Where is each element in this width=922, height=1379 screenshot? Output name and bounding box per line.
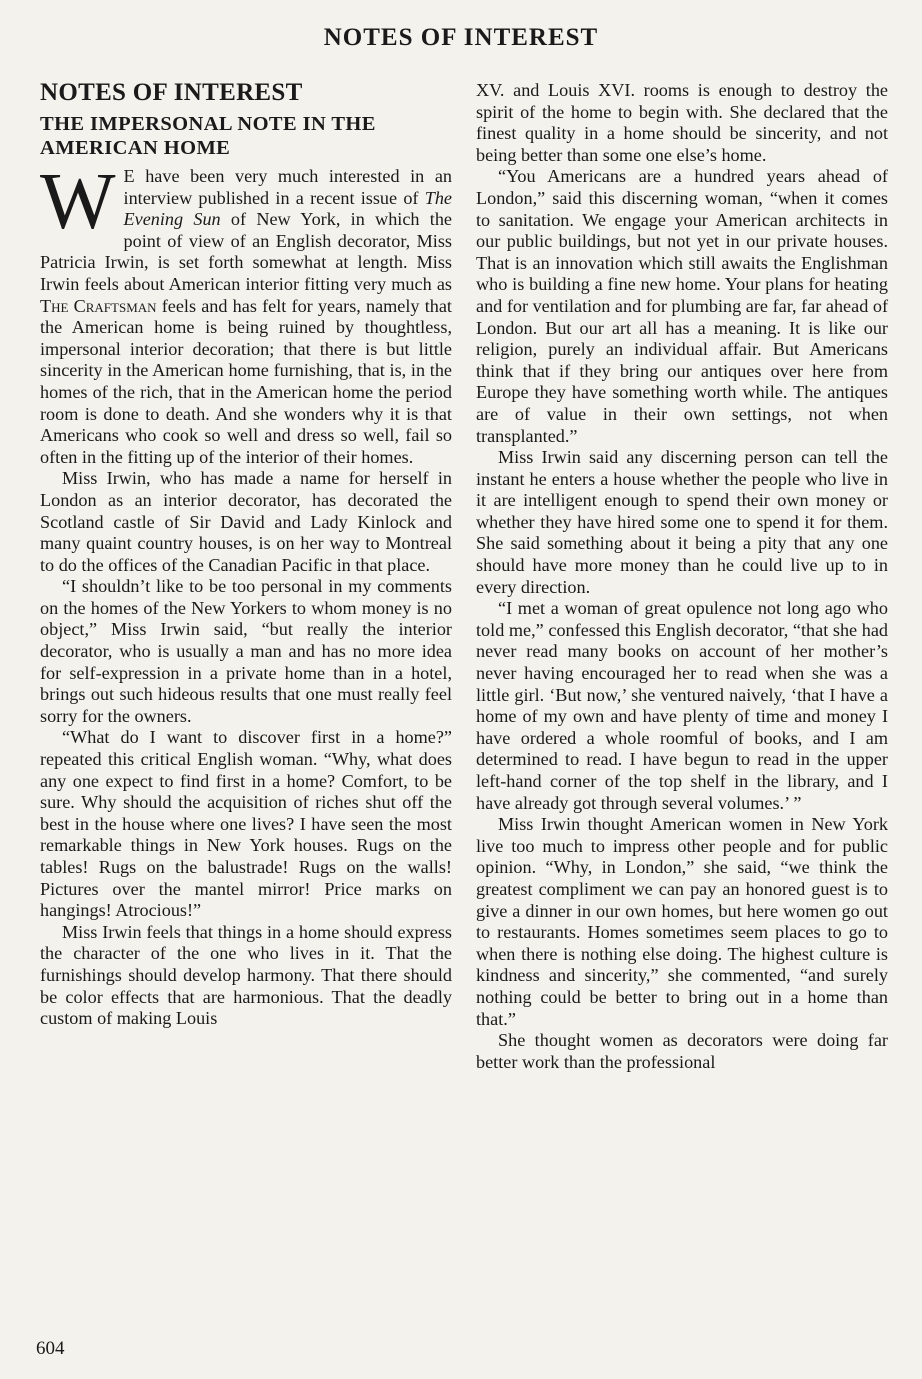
article-title: THE IMPERSONAL NOTE IN THE AMERICAN HOME: [40, 113, 376, 159]
running-head: NOTES OF INTEREST: [323, 24, 599, 51]
drop-cap: W: [40, 158, 116, 246]
paragraph-9: Miss Irwin thought American women in New York live too much to impress other people and for public opinion. “Why, in London,” she said, “we think the greatest compliment we can pay an honored guest is to give a dinner in our own homes, but here women go out to restaurants. Homes sometimes seem places to go to when there is nothing else doing. The highest culture is kindness and sincerity,” she commented, “and surely nothing could be better to bring out in a home than that.”: [476, 814, 888, 1029]
paragraph-8: “I met a woman of great opulence not long ago who told me,” confessed this English decorator, “that she had never read many books on account of her mother’s never having encouraged her to read when she was a little girl. ‘But now,’ she ventured naively, ‘that I have a home of my own and have plenty of time and money I have ordered a whole roomful of books, and I am determined to read. I have begun to read in the upper left-hand corner of the top shelf in the library, and I have already got through several volumes.’ ”: [476, 598, 888, 813]
right-column: [476, 80, 888, 1073]
paragraph-5: Miss Irwin feels that things in a home should express the character of the one who lives in it. That the furnishings should develop harmony. That there should be color effects that are harmonious. That the deadly custom of making Louis: [40, 921, 452, 1029]
left-column: [40, 78, 452, 1030]
paragraph-1: [40, 158, 452, 468]
paragraph-1-text-b: of New York, in which the point of view of an English decorator, Miss Patricia Irwin, is set forth somewhat at length. Miss Irwin feels about American interior fitting very much as: [40, 209, 452, 294]
magazine-name: The Craftsman: [40, 295, 157, 316]
section-title: NOTES OF INTEREST: [40, 79, 303, 106]
paragraph-3: “I shouldn’t like to be too personal in my comments on the homes of the New Yorkers to whom money is no object,” Miss Irwin said, “but really the interior decorator, who is usually a man and has no more idea for self-expression in a private home than in a hotel, brings out such hideous results that one must really feel sorry for the owners.: [40, 576, 452, 726]
paragraph-4: “What do I want to discover first in a home?” repeated this critical English woman. “Why, what does any one expect to find first in a home? Comfort, to be sure. Why should the acquisition of riches shut off the best in the house where one lives? I have seen the most remarkable things in New York houses. Rugs on the tables! Rugs on the balustrade! Rugs on the walls! Pictures over the mantel mirror! Price marks on hangings! Atrocious!”: [40, 727, 452, 921]
paragraph-2: Miss Irwin, who has made a name for herself in London as an interior decorator, has decorated the Scotland castle of Sir David and Lady Kinlock and many quaint country houses, is on her way to Montreal to do the offices of the Canadian Pacific in that place.: [40, 468, 452, 575]
paragraph-7: Miss Irwin said any discerning person can tell the instant he enters a house whether the people who live in it are intelligent enough to spend their own money or whether they have hired some one to spend it for them. She said something about it being a pity that any one should have more money than he could live up to in every direction.: [476, 447, 888, 597]
paragraph-10: She thought women as decorators were doing far better work than the professional: [476, 1030, 888, 1072]
publication-name: The Evening Sun: [123, 187, 452, 230]
paragraph-1-text-a: E have been very much interested in an interview published in a recent issue of: [123, 166, 452, 208]
page-number: 604: [36, 1338, 65, 1359]
paragraph-6: “You Americans are a hundred years ahead of London,” said this discerning woman, “when it comes to sanitation. We engage your American architects in our public buildings, but not yet in our private houses. That is an innovation which still awaits the Englishman who is building a fine new home. Your plans for heating and for ventilation and for plumbing are far, far ahead of London. But our art all has a meaning. It is like our religion, purely an individual affair. But Americans think that if they bring our antiques over here from Europe they have something worth while. The antiques are of value in their own settings, not when transplanted.”: [476, 166, 888, 446]
paragraph-1-text-c: feels and has felt for years, namely that the American home is being ruined by thoughtless, impersonal interior decoration; that there is but little sincerity in the American home furnishing, that is, in the homes of the rich, that in the American home the period room is done to death. And she wonders why it is that Americans who cook so well and dress so well, fail so often in the fitting up of the interior of their homes.: [40, 295, 452, 467]
paragraph-5-continued: XV. and Louis XVI. rooms is enough to destroy the spirit of the home to begin with. She declared that the finest quality in a home should be sincerity, and not being better than some one else’s home.: [476, 80, 888, 165]
